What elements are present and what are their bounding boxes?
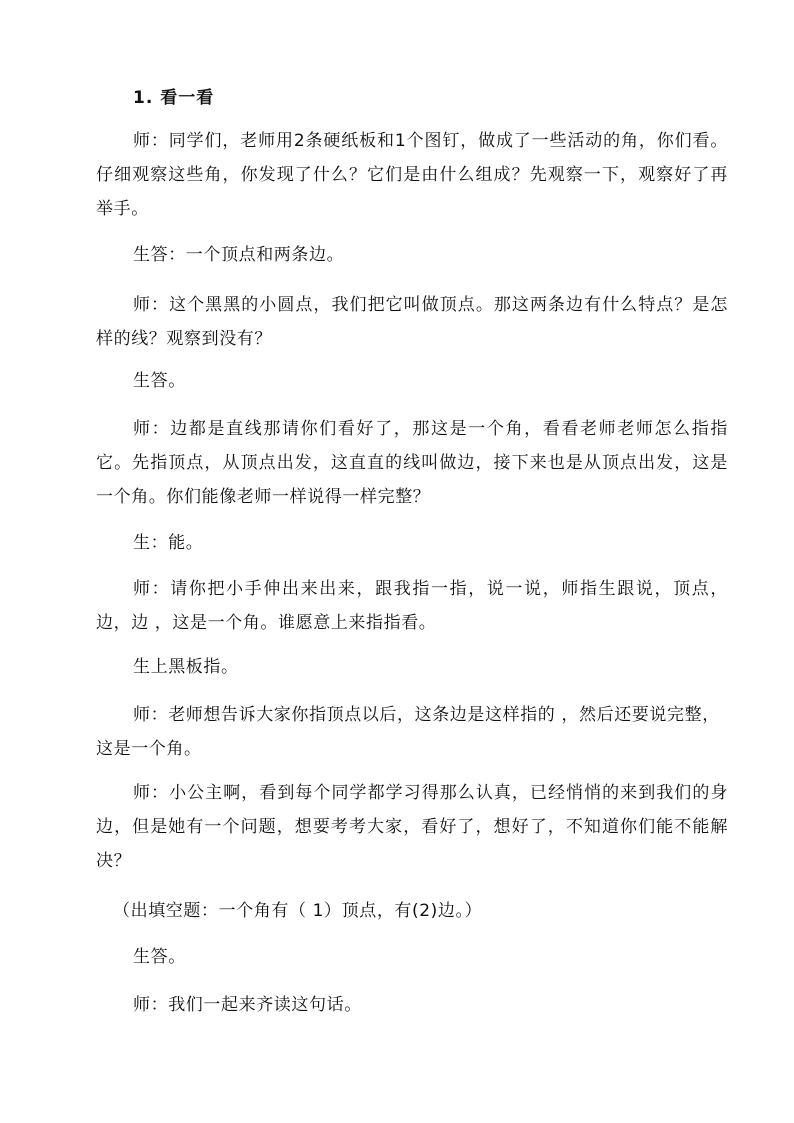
- paragraph-student-answer-3: 生答。: [133, 947, 186, 967]
- paragraph-teacher-princess: 师：小公主啊，看到每个同学都学习得那么认真，已经悄悄的来到我们的身边，但是她有一个问题，想要考考大家，看好了，想好了，不知道你们能不能解决？: [96, 783, 728, 871]
- paragraph-teacher-vertex: 师：这个黑黑的小圆点，我们把它叫做顶点。那这两条边有什么特点？是怎样的线？观察到没有？: [96, 295, 728, 349]
- paragraph-teacher-intro: 师：同学们，老师用2条硬纸板和1个图钉，做成了一些活动的角，你们看。仔细观察这些角，你发现了什么？它们是由什么组成？先观察一下，观察好了再举手。: [96, 131, 728, 219]
- paragraph-student-answer-1: 生答：一个顶点和两条边。: [133, 245, 345, 265]
- paragraph-teacher-complete: 师：老师想告诉大家你指顶点以后，这条边是这样指的 ，然后还要说完整，这是一个角。: [96, 705, 720, 759]
- section-heading: 1. 看一看: [133, 88, 215, 108]
- paragraph-teacher-hands: 师：请你把小手伸出来出来，跟我指一指，说一说，师指生跟说，顶点，边，边 ，这是一个角。谁愿意上来指指看。: [96, 579, 728, 633]
- paragraph-student-board: 生上黑板指。: [133, 657, 239, 677]
- paragraph-teacher-read: 师：我们一起来齐读这句话。: [133, 995, 362, 1015]
- paragraph-student-can: 生：能。: [133, 533, 204, 553]
- paragraph-student-answer-2: 生答。: [133, 371, 186, 391]
- paragraph-fill-blank: （出填空题：一个角有（ 1）顶点，有(2)边。）: [113, 901, 483, 921]
- paragraph-teacher-edges: 师：边都是直线那请你们看好了，那这是一个角，看看老师老师怎么指指它。先指顶点，从顶点出发，这直直的线叫做边，接下来也是从顶点出发，这是一个角。你们能像老师一样说得一样完整？: [96, 419, 728, 507]
